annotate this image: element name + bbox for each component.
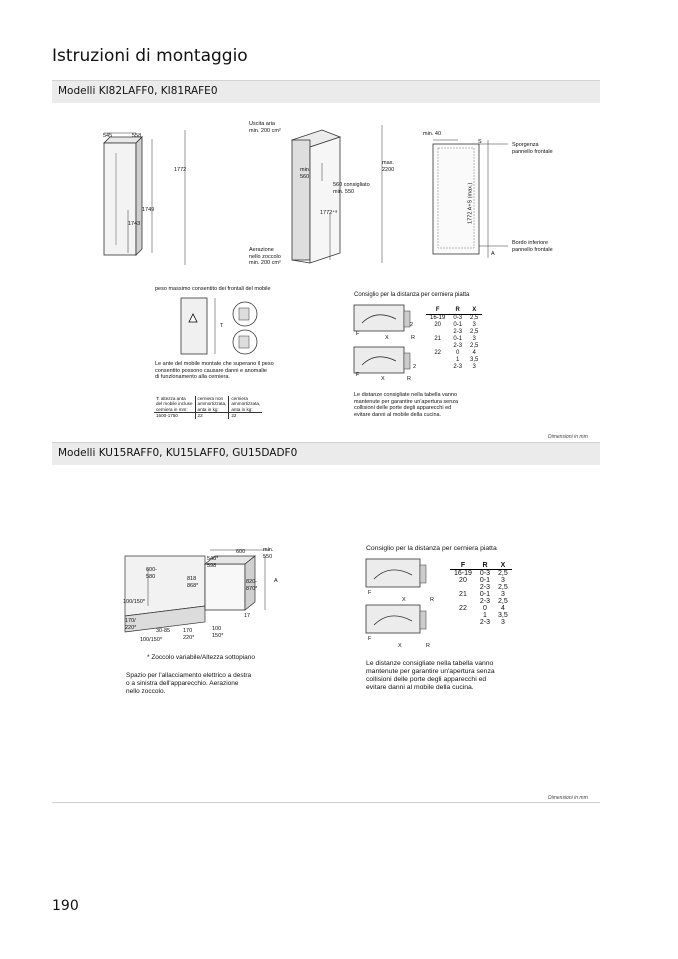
weight-th-3: cerniera ammortizzata, anta in kg: xyxy=(229,396,262,413)
s2-dim-818-868: 818 868* xyxy=(187,576,199,589)
s2-dim-548-598: 548* 598 xyxy=(207,556,219,569)
hinge2-r-a: R xyxy=(430,597,434,603)
table-cell: 1 xyxy=(456,357,460,363)
s2-dim-170-220b: 170 220* xyxy=(183,628,195,641)
table-row xyxy=(450,598,512,605)
weight-warning: Le ante del mobile montate che superano il peso consentito possono causare danni e anomalie di funzionamento alla cerniera. xyxy=(155,361,274,380)
table-cell: 0-1 xyxy=(479,591,491,598)
s2-dim-100-150b: 100/150* xyxy=(140,637,163,643)
air-outlet-label: Uscita aria min. 200 cm² xyxy=(249,121,281,134)
table-row xyxy=(426,343,482,350)
table-cell: 3 xyxy=(472,336,476,342)
weight-cell: 1500-1750 xyxy=(156,413,178,419)
table-cell: 0-3 xyxy=(453,315,463,321)
weight-title: peso massimo consentito dei frontali del mobile xyxy=(155,286,271,292)
table-cell xyxy=(450,584,476,591)
hinge-col-header: X xyxy=(494,562,512,570)
table-cell: 1 xyxy=(483,612,487,619)
hinge-col-header: F xyxy=(450,562,476,570)
hinge1-f-a: F xyxy=(356,331,360,337)
s2-dim-a: A xyxy=(274,578,278,584)
table-row xyxy=(426,329,482,336)
dim-min40: min. 40 xyxy=(423,131,442,137)
s2-dim-820-870: 820- 870* xyxy=(246,579,258,592)
table-cell: 2,5 xyxy=(470,315,479,321)
table-cell: 3,5 xyxy=(470,357,479,363)
dim-min560: min. 560 xyxy=(300,167,311,180)
table-cell: 2-3 xyxy=(479,619,491,626)
s2-dim-600-580: 600- 580 xyxy=(146,567,158,580)
dim-t: T xyxy=(220,323,224,329)
table-cell: 2-3 xyxy=(453,343,463,349)
table-row xyxy=(426,315,482,323)
table-cell xyxy=(450,612,476,619)
label-bordo: Bordo inferiore pannello frontale xyxy=(512,240,553,253)
table-cell: 2-3 xyxy=(479,598,491,605)
table-cell: 0-1 xyxy=(479,577,491,584)
dim-1772: 1772 xyxy=(174,167,187,173)
hinge-table-2 xyxy=(450,562,512,626)
weight-cell: 22 xyxy=(195,413,229,419)
hinge2-x-b: X xyxy=(398,643,402,649)
figure-niche-dimensions xyxy=(282,125,395,270)
dim-1772-niche: 1772⁺⁸ xyxy=(320,210,338,216)
dim-a: A xyxy=(491,251,495,257)
table-cell: 20 xyxy=(434,322,442,328)
dim-note-1: Dimensioni in mm xyxy=(548,434,588,440)
table-cell: 2,5 xyxy=(470,329,479,335)
table-cell: 3 xyxy=(500,591,505,598)
table-cell: 20 xyxy=(459,577,467,584)
dim-s: S xyxy=(478,139,482,145)
table-cell: 3,5 xyxy=(498,612,508,619)
hinge-note-1: Le distanze consigliate nella tabella vanno mantenute per garantire un'apertura senza collisioni delle porte degli apparecchi ed evitare danni al mobile della cucina. xyxy=(354,392,459,418)
table-cell: 2,5 xyxy=(498,584,508,591)
table-cell: 3 xyxy=(472,322,476,328)
hinge2-x-a: X xyxy=(402,597,406,603)
figure-hinge-1 xyxy=(352,303,427,383)
weight-th-1: T: altezza anta del mobile incluse cerniera in mm: xyxy=(154,396,195,413)
s2-dim-min550: min. 550 xyxy=(263,547,274,560)
s2-dim-170-220: 170/ 220* xyxy=(125,618,137,631)
table-row xyxy=(450,584,512,591)
figure-fridge-dimensions xyxy=(90,125,210,275)
hinge2-r-b: R xyxy=(426,643,430,649)
hinge1-r-a: R xyxy=(411,335,415,341)
dim-1743: 1743 xyxy=(128,221,141,227)
section-header-1-label: Modelli KI82LAFF0, KI81RAFE0 xyxy=(58,85,218,97)
s2-dim-100-150c: 100 150* xyxy=(212,626,224,639)
section-header-2 xyxy=(52,442,600,465)
section-header-2-label: Modelli KU15RAFF0, KU15LAFF0, GU15DADF0 xyxy=(58,447,298,459)
table-cell: 0-1 xyxy=(453,336,463,342)
table-cell: 4 xyxy=(472,350,476,356)
table-cell xyxy=(450,619,476,626)
table-cell xyxy=(426,364,449,371)
hinge-table-1 xyxy=(426,307,482,371)
table-cell xyxy=(450,598,476,605)
hinge-title-2: Consiglio per la distanza per cerniera piatta xyxy=(366,545,497,552)
weight-th-2: cerniera non ammortizzata, anta in kg: xyxy=(195,396,229,413)
hinge2-f-b: F xyxy=(368,636,372,642)
table-row xyxy=(450,591,512,598)
table-cell: 2-3 xyxy=(479,584,491,591)
table-cell xyxy=(426,357,449,364)
table-cell: 2-3 xyxy=(453,364,463,370)
label-sporgenza: Sporgenza pannello frontale xyxy=(512,142,553,155)
table-cell: 21 xyxy=(459,591,467,598)
dim-1772-as: 1772 A+S (max.) xyxy=(467,182,474,224)
table-cell: 16-19 xyxy=(454,570,472,577)
figure-door-weight xyxy=(175,296,275,358)
table-cell: 0 xyxy=(483,605,487,612)
table-cell: 22 xyxy=(459,605,467,612)
table-cell: 0 xyxy=(456,350,460,356)
dim-1749: 1749 xyxy=(142,207,155,213)
hinge1-r-b: R xyxy=(407,376,411,382)
hinge1-n2-b: 2 xyxy=(413,364,417,370)
s2-dim-17: 17 xyxy=(244,613,251,619)
s2-dim-100-150: 100/150* xyxy=(123,599,146,605)
table-row xyxy=(450,605,512,612)
table-row xyxy=(450,619,512,626)
section-header-1 xyxy=(52,80,600,103)
table-cell: 2,5 xyxy=(498,598,508,605)
table-cell: 16-19 xyxy=(430,315,446,321)
table-cell: 3 xyxy=(472,364,476,370)
hinge1-x-b: X xyxy=(381,376,385,382)
s2-dim-600: 600 xyxy=(236,549,246,555)
hinge1-f-b: F xyxy=(356,372,360,378)
table-cell: 2-3 xyxy=(453,329,463,335)
table-cell: 2,5 xyxy=(470,343,479,349)
spazio-note: Spazio per l'allacciamento elettrico a destra o a sinistra dell'apparecchio. Aerazione nello zoccolo. xyxy=(126,672,252,695)
table-row xyxy=(426,336,482,343)
dim-note-2: Dimensioni in mm xyxy=(548,795,588,801)
table-cell: 2,5 xyxy=(498,570,508,577)
table-cell xyxy=(426,329,449,336)
weight-cell: 22 xyxy=(229,413,262,419)
table-row xyxy=(426,322,482,329)
weight-table xyxy=(154,396,262,419)
hinge-note-2: Le distanze consigliate nella tabella vanno mantenute per garantire un'apertura senza collisioni delle porte degli apparecchi ed evitare danni al mobile della cucina. xyxy=(366,660,495,691)
dim-558: 558 xyxy=(132,133,142,139)
s2-dim-30-85: 30-85 xyxy=(156,628,171,634)
table-cell xyxy=(426,343,449,350)
hinge1-x-a: X xyxy=(385,335,389,341)
footnote-zoccolo: * Zoccolo variabile/Altezza sottopiano xyxy=(147,654,256,661)
table-cell: 21 xyxy=(434,336,442,342)
hinge-col-header: R xyxy=(476,562,494,570)
table-cell: 0-3 xyxy=(479,570,491,577)
table-row xyxy=(426,357,482,364)
hinge-col-header: R xyxy=(449,307,466,315)
hinge-col-header: X xyxy=(466,307,482,315)
hinge1-n2-a: 2 xyxy=(410,322,414,328)
table-row xyxy=(426,364,482,371)
hinge2-f-a: F xyxy=(368,590,372,596)
table-cell: 22 xyxy=(434,350,442,356)
dim-max2200: max. 2200 xyxy=(382,160,395,173)
air-base-label: Aerazione nello zoccolo min. 200 cm² xyxy=(249,247,281,266)
hinge-col-header: F xyxy=(426,307,449,315)
table-row xyxy=(450,612,512,619)
table-cell: 3 xyxy=(500,577,505,584)
table-row xyxy=(450,577,512,584)
page-title: Istruzioni di montaggio xyxy=(52,46,248,66)
table-cell: 0-1 xyxy=(453,322,463,328)
divider xyxy=(52,802,600,803)
table-cell: 4 xyxy=(500,605,505,612)
table-row xyxy=(426,350,482,357)
hinge-title-1: Consiglio per la distanza per cerniera piatta xyxy=(354,292,470,298)
table-cell: 3 xyxy=(500,619,505,626)
dim-depth: 560 consigliato min. 550 xyxy=(333,182,370,195)
page-number: 190 xyxy=(52,898,79,914)
dim-545: 545 xyxy=(103,133,113,139)
table-row xyxy=(450,570,512,578)
